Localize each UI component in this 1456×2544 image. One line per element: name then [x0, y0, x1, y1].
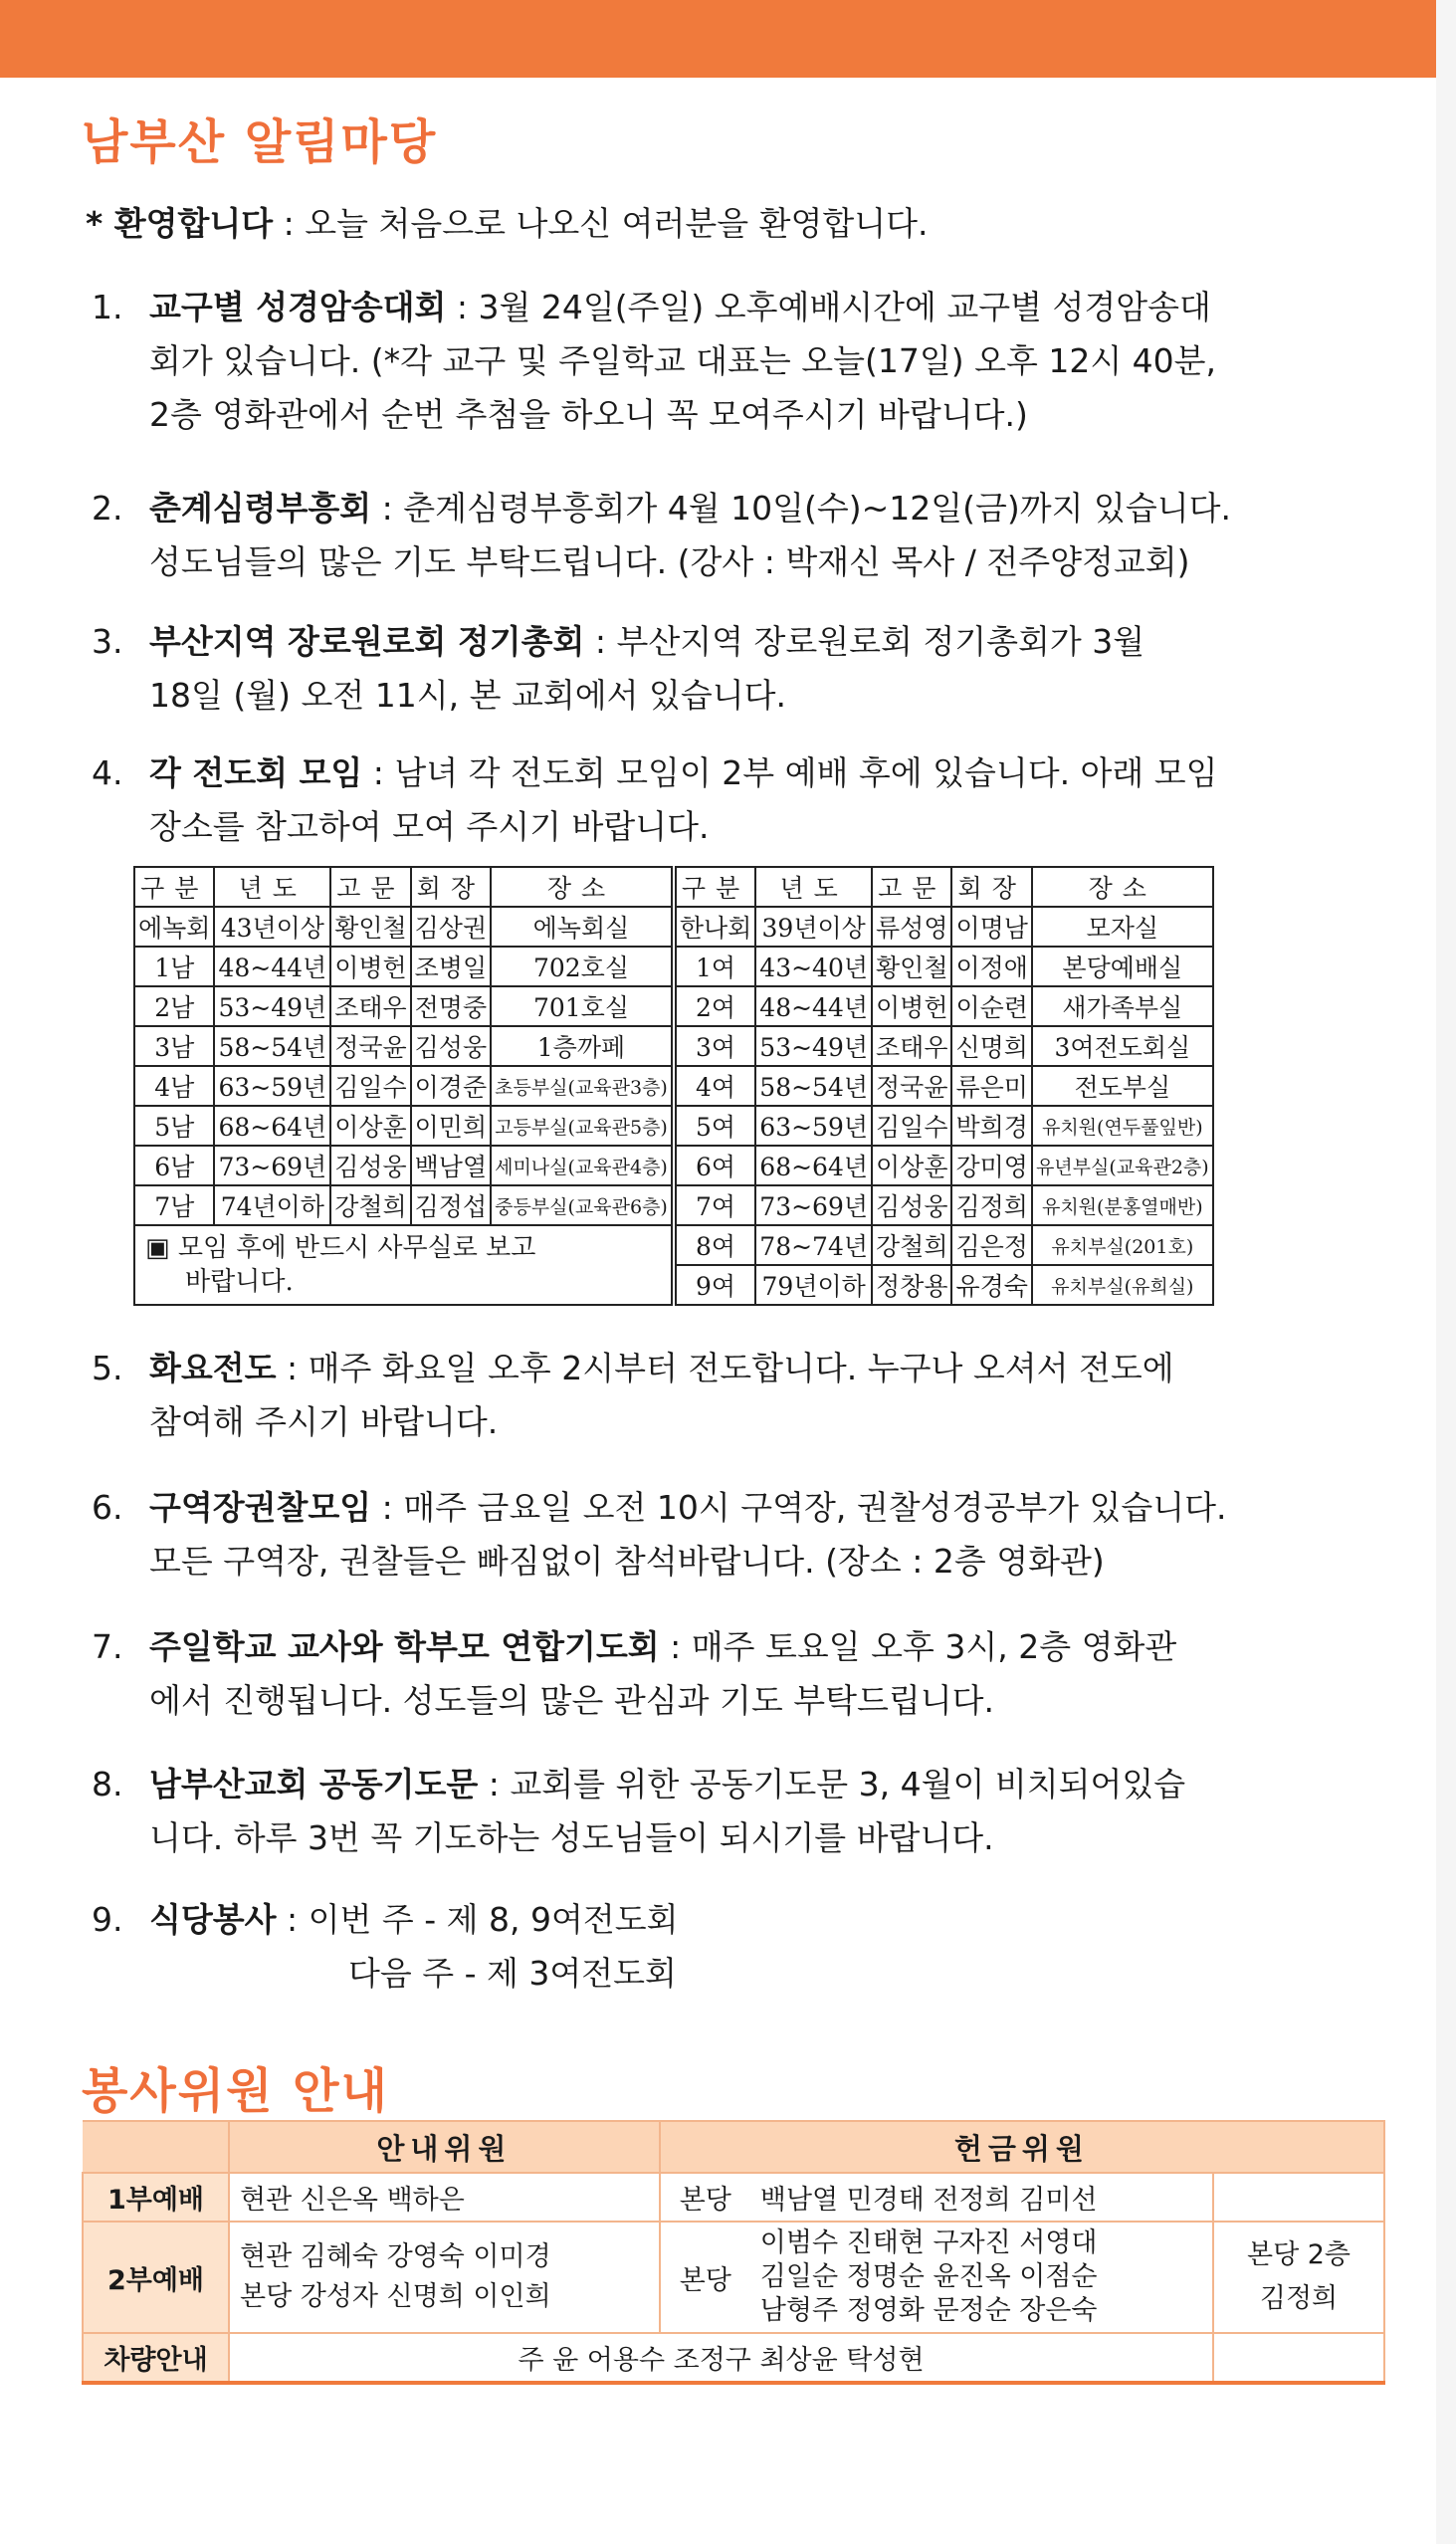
volunteer-header-row [83, 2121, 1384, 2173]
meeting-cell: 73~69년 [214, 1146, 330, 1185]
meeting-cell: 3남 [134, 1026, 214, 1066]
meeting-table-row [134, 947, 1213, 986]
notice-item-4 [92, 746, 1405, 854]
item-number: 4. [92, 753, 123, 792]
meeting-cell: 이병헌 [872, 986, 951, 1026]
item-title: 구역장권찰모임 [149, 1488, 372, 1527]
offer-line: 남형주 정영화 문정순 장은숙 [759, 2295, 1098, 2326]
meeting-cell: 이정애 [951, 947, 1031, 986]
meeting-cell: 조태우 [872, 1026, 951, 1066]
meeting-cell: 황인철 [330, 907, 410, 947]
header-cell: 고문 [872, 867, 951, 907]
item-text: : 매주 화요일 오후 2시부터 전도합니다. 누구나 오셔서 전도에 [276, 1349, 1174, 1387]
top-color-bar [0, 0, 1456, 78]
meeting-cell: 1남 [134, 947, 214, 986]
meeting-cell: 701호실 [491, 986, 674, 1026]
meeting-cell: 53~49년 [755, 1026, 872, 1066]
meeting-table-row [134, 907, 1213, 947]
meeting-cell: 에녹회실 [491, 907, 674, 947]
notice-item-8 [92, 1758, 1405, 1865]
notice-section-title: 남부산 알림마당 [82, 114, 438, 170]
meeting-cell: 63~59년 [755, 1106, 872, 1146]
meeting-cell: 조병일 [411, 947, 491, 986]
row-label: 2부예배 [83, 2222, 229, 2333]
extra-line: 본당 2층 [1246, 2239, 1351, 2270]
row-label: 1부예배 [83, 2173, 229, 2222]
meeting-cell: 유치부실(유희실) [1032, 1265, 1213, 1305]
meeting-cell: 이경준 [411, 1066, 491, 1106]
meeting-cell: 김정섭 [411, 1185, 491, 1225]
meeting-cell: 702호실 [491, 947, 674, 986]
meeting-cell: 1여 [674, 947, 755, 986]
item-text: 장소를 참고하여 모여 주시기 바랍니다. [149, 807, 710, 846]
meeting-cell: 43~40년 [755, 947, 872, 986]
meeting-table-row [134, 1146, 1213, 1185]
meeting-cell: 유치원(분홍열매반) [1032, 1185, 1213, 1225]
item-text: : 매주 토요일 오후 3시, 2층 영화관 [659, 1627, 1177, 1666]
guide-names: 현관 신은옥 백하은 [229, 2173, 660, 2222]
item-text: 2층 영화관에서 순번 추첨을 하오니 꼭 모여주시기 바랍니다.) [149, 395, 1028, 434]
meeting-cell: 중등부실(교육관6층) [491, 1185, 674, 1225]
meeting-cell: 9여 [674, 1265, 755, 1305]
item-text: 성도님들의 많은 기도 부탁드립니다. (강사 : 박재신 목사 / 전주양정교회) [149, 542, 1190, 581]
volunteer-row-3 [83, 2333, 1384, 2383]
meeting-table-row [134, 1026, 1213, 1066]
item-number: 7. [92, 1627, 123, 1666]
meeting-cell: 세미나실(교육관4층) [491, 1146, 674, 1185]
notice-item-1 [92, 281, 1405, 442]
item-text: : 춘계심령부흥회가 4월 10일(수)~12일(금)까지 있습니다. [371, 489, 1232, 528]
blank-header [83, 2121, 229, 2173]
item-title: 춘계심령부흥회 [149, 489, 372, 528]
offer-place: 본당 [660, 2222, 750, 2333]
meeting-cell: 김은정 [951, 1225, 1031, 1265]
meeting-cell: 전명중 [411, 986, 491, 1026]
meeting-cell: 2여 [674, 986, 755, 1026]
meeting-cell: 류성영 [872, 907, 951, 947]
empty-cell [1213, 2173, 1384, 2222]
guide-line: 현관 김혜숙 강영숙 이미경 [240, 2241, 551, 2272]
item-number: 1. [92, 288, 123, 326]
meeting-cell: 에녹회 [134, 907, 214, 947]
header-cell: 년도 [214, 867, 330, 907]
notice-item-2 [92, 482, 1405, 589]
extra-line: 김정희 [1259, 2283, 1339, 2314]
meeting-cell: 초등부실(교육관3층) [491, 1066, 674, 1106]
meeting-table-row [134, 1106, 1213, 1146]
meeting-cell: 8여 [674, 1225, 755, 1265]
item-text: : 매주 금요일 오전 10시 구역장, 권찰성경공부가 있습니다. [371, 1488, 1227, 1527]
meeting-table-row [134, 1185, 1213, 1225]
vehicle-names: 주 윤 어용수 조정구 최상윤 탁성현 [229, 2333, 1213, 2383]
welcome-text: : 오늘 처음으로 나오신 여러분을 환영합니다. [273, 204, 929, 243]
page-edge [1436, 0, 1456, 2544]
item-text: : 3월 24일(주일) 오후예배시간에 교구별 성경암송대 [446, 288, 1211, 326]
meeting-cell: 김성웅 [411, 1026, 491, 1066]
meeting-cell: 모자실 [1032, 907, 1213, 947]
offer-names [750, 2222, 1213, 2333]
meeting-cell: 68~64년 [214, 1106, 330, 1146]
meeting-cell: 김일수 [330, 1066, 410, 1106]
meeting-cell: 황인철 [872, 947, 951, 986]
volunteer-row-1 [83, 2173, 1384, 2222]
meeting-cell: 정창용 [872, 1265, 951, 1305]
meeting-cell: 유치부실(201호) [1032, 1225, 1213, 1265]
item-text: : 부산지역 장로원로회 정기총회가 3월 [584, 622, 1145, 661]
meeting-table-header [134, 867, 1213, 907]
meeting-cell: 4여 [674, 1066, 755, 1106]
meeting-cell: 정국윤 [330, 1026, 410, 1066]
item-number: 5. [92, 1349, 123, 1387]
item-title: 부산지역 장로원로회 정기총회 [149, 622, 585, 661]
meeting-note [134, 1225, 674, 1305]
meeting-cell: 유년부실(교육관2층) [1032, 1146, 1213, 1185]
item-title: 화요전도 [149, 1349, 277, 1387]
offer-place: 본당 [660, 2173, 750, 2222]
header-cell: 장소 [491, 867, 674, 907]
meeting-cell: 3여 [674, 1026, 755, 1066]
meeting-cell: 강미영 [951, 1146, 1031, 1185]
meeting-cell: 한나회 [674, 907, 755, 947]
item-title: 각 전도회 모임 [149, 753, 363, 792]
header-cell: 년도 [755, 867, 872, 907]
meeting-table-row [134, 1066, 1213, 1106]
item-text: 에서 진행됩니다. 성도들의 많은 관심과 기도 부탁드립니다. [149, 1681, 994, 1720]
header-cell: 고문 [330, 867, 410, 907]
item-text: : 교회를 위한 공동기도문 3, 4월이 비치되어있습 [478, 1765, 1186, 1803]
meeting-cell: 5여 [674, 1106, 755, 1146]
header-cell: 장소 [1032, 867, 1213, 907]
meeting-cell: 이순련 [951, 986, 1031, 1026]
meeting-cell: 강철희 [330, 1185, 410, 1225]
offering-header: 헌금위원 [660, 2121, 1384, 2173]
meeting-cell: 이병헌 [330, 947, 410, 986]
meeting-cell: 1층까페 [491, 1026, 674, 1066]
meeting-cell: 6여 [674, 1146, 755, 1185]
item-text: 18일 (월) 오전 11시, 본 교회에서 있습니다. [149, 676, 786, 715]
meeting-cell: 58~54년 [214, 1026, 330, 1066]
meeting-cell: 2남 [134, 986, 214, 1026]
meeting-cell: 정국윤 [872, 1066, 951, 1106]
meeting-cell: 고등부실(교육관5층) [491, 1106, 674, 1146]
meeting-cell: 백남열 [411, 1146, 491, 1185]
meeting-cell: 김성웅 [330, 1146, 410, 1185]
notice-item-3 [92, 615, 1405, 723]
meeting-cell: 이상훈 [330, 1106, 410, 1146]
meeting-cell: 이민희 [411, 1106, 491, 1146]
notice-item-7 [92, 1620, 1405, 1728]
item-text: : 이번 주 - 제 8, 9여전도회 [276, 1900, 679, 1939]
meeting-cell: 전도부실 [1032, 1066, 1213, 1106]
offer-names: 백남열 민경태 전정희 김미선 [750, 2173, 1213, 2222]
guide-line: 본당 강성자 신명희 이인희 [240, 2281, 551, 2312]
meeting-cell: 이명남 [951, 907, 1031, 947]
meeting-cell: 68~64년 [755, 1146, 872, 1185]
item-number: 8. [92, 1765, 123, 1803]
note-line: ▣ 모임 후에 반드시 사무실로 보고 [145, 1233, 536, 1263]
meeting-cell: 78~74년 [755, 1225, 872, 1265]
meeting-cell: 김일수 [872, 1106, 951, 1146]
item-number: 6. [92, 1488, 123, 1527]
welcome-line [86, 197, 929, 251]
meeting-cell: 본당예배실 [1032, 947, 1213, 986]
meeting-cell: 39년이상 [755, 907, 872, 947]
meeting-cell: 김정희 [951, 1185, 1031, 1225]
row-label: 차량안내 [83, 2333, 229, 2383]
meeting-cell: 김성웅 [872, 1185, 951, 1225]
item-number: 2. [92, 489, 123, 528]
meeting-table-row [134, 1225, 1213, 1265]
meeting-cell: 강철희 [872, 1225, 951, 1265]
meeting-cell: 53~49년 [214, 986, 330, 1026]
item-number: 3. [92, 622, 123, 661]
notice-item-9 [92, 1893, 1405, 2001]
item-text: 니다. 하루 3번 꼭 기도하는 성도님들이 되시기를 바랍니다. [149, 1818, 994, 1857]
offer-line: 김일순 정명순 윤진옥 이점순 [759, 2261, 1098, 2292]
meeting-cell: 새가족부실 [1032, 986, 1213, 1026]
header-cell: 회장 [411, 867, 491, 907]
welcome-label: * 환영합니다 [86, 204, 274, 243]
meeting-cell: 이상훈 [872, 1146, 951, 1185]
meeting-cell: 박희경 [951, 1106, 1031, 1146]
meeting-table [133, 866, 1214, 1306]
meeting-cell: 63~59년 [214, 1066, 330, 1106]
item-number: 9. [92, 1900, 123, 1939]
meeting-cell: 79년이하 [755, 1265, 872, 1305]
item-title: 식당봉사 [149, 1900, 277, 1939]
meeting-cell: 73~69년 [755, 1185, 872, 1225]
volunteer-table [82, 2120, 1385, 2385]
meeting-cell: 48~44년 [755, 986, 872, 1026]
meeting-cell: 유경숙 [951, 1265, 1031, 1305]
meeting-cell: 58~54년 [755, 1066, 872, 1106]
empty-cell [1213, 2333, 1384, 2383]
offer-line: 이범수 진태현 구자진 서영대 [759, 2227, 1098, 2258]
item-text: : 남녀 각 전도회 모임이 2부 예배 후에 있습니다. 아래 모임 [362, 753, 1218, 792]
meeting-cell: 5남 [134, 1106, 214, 1146]
meeting-cell: 유치원(연두풀잎반) [1032, 1106, 1213, 1146]
meeting-cell: 43년이상 [214, 907, 330, 947]
meeting-cell: 74년이하 [214, 1185, 330, 1225]
meeting-cell: 4남 [134, 1066, 214, 1106]
guide-names [229, 2222, 660, 2333]
item-title: 교구별 성경암송대회 [149, 288, 447, 326]
item-text: 모든 구역장, 권찰들은 빠짐없이 참석바랍니다. (장소 : 2층 영화관) [149, 1542, 1105, 1581]
header-cell: 회장 [951, 867, 1031, 907]
meeting-cell: 7여 [674, 1185, 755, 1225]
item-text: 회가 있습니다. (*각 교구 및 주일학교 대표는 오늘(17일) 오후 12시 40분, [149, 341, 1217, 380]
guide-header: 안내위원 [229, 2121, 660, 2173]
item-title: 주일학교 교사와 학부모 연합기도회 [149, 1627, 660, 1666]
header-cell: 구분 [134, 867, 214, 907]
item-text: 참여해 주시기 바랍니다. [149, 1402, 499, 1441]
notice-item-5 [92, 1342, 1405, 1449]
extra-offering [1213, 2222, 1384, 2333]
volunteer-row-2 [83, 2222, 1384, 2333]
item-text: 다음 주 - 제 3여전도회 [348, 1954, 677, 1993]
note-line: 바랍니다. [185, 1267, 294, 1297]
meeting-cell: 김상권 [411, 907, 491, 947]
meeting-table-row [134, 986, 1213, 1026]
meeting-cell: 3여전도회실 [1032, 1026, 1213, 1066]
meeting-cell: 신명희 [951, 1026, 1031, 1066]
meeting-cell: 7남 [134, 1185, 214, 1225]
meeting-cell: 류은미 [951, 1066, 1031, 1106]
volunteer-section-title: 봉사위원 안내 [82, 2063, 389, 2119]
header-cell: 구분 [674, 867, 755, 907]
item-title: 남부산교회 공동기도문 [149, 1765, 479, 1803]
notice-item-6 [92, 1481, 1405, 1589]
meeting-cell: 조태우 [330, 986, 410, 1026]
meeting-cell: 48~44년 [214, 947, 330, 986]
meeting-cell: 6남 [134, 1146, 214, 1185]
